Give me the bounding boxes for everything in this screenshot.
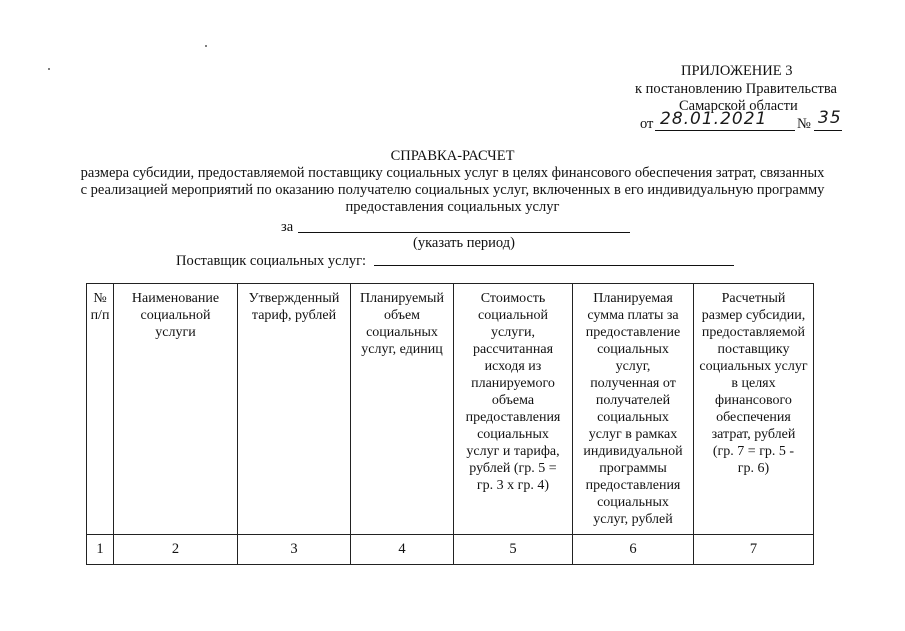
period-label: за: [281, 219, 294, 235]
header-text: социальных: [366, 325, 438, 340]
column-number: 7: [694, 535, 814, 565]
header-text: объема: [491, 393, 535, 408]
date-value: 28.01.2021: [660, 109, 768, 129]
calculation-table: [86, 283, 814, 565]
appendix-title: ПРИЛОЖЕНИЕ 3: [681, 63, 793, 79]
header-text: поставщику: [717, 342, 790, 357]
header-cell-7: [694, 284, 814, 535]
table-header-row: [87, 284, 814, 535]
header-text: полученная от: [590, 376, 676, 391]
header-text: (гр. 7 = гр. 5 -: [712, 444, 795, 459]
header-text: рассчитанная: [472, 342, 554, 357]
header-text: социальных: [597, 410, 669, 425]
header-text: исходя из: [484, 359, 542, 374]
header-cell-4: [351, 284, 454, 535]
header-text: объем: [383, 308, 421, 323]
header-text: Расчетный: [721, 291, 786, 306]
header-text: предоставления: [585, 478, 681, 493]
header-text: предоставление: [585, 325, 681, 340]
header-text: услуг,: [615, 359, 651, 374]
header-text: социальных: [597, 495, 669, 510]
header-text: финансового: [715, 393, 792, 408]
appendix-line-2: Самарской области: [679, 98, 798, 114]
header-text: Планируемый: [360, 291, 444, 306]
column-number: 1: [87, 535, 114, 565]
header-text: Наименование: [131, 291, 220, 306]
header-cell-5: [454, 284, 573, 535]
header-text: тариф, рублей: [251, 308, 337, 323]
heading-line-2: с реализацией мероприятий по оказанию получателю социальных услуг, включенных в его индивидуальную программу: [80, 182, 825, 198]
header-text: №: [93, 291, 107, 306]
column-number: 4: [351, 535, 454, 565]
column-number: 6: [573, 535, 694, 565]
header-text: предоставляемой: [701, 325, 806, 340]
header-text: получателей: [595, 393, 671, 408]
header-cell-6: [573, 284, 694, 535]
scan-speck: [205, 45, 207, 47]
provider-blank-line: [374, 265, 734, 266]
header-text: гр. 3 х гр. 4): [476, 478, 550, 493]
column-number-row: [87, 535, 814, 565]
date-underline: [655, 130, 795, 131]
header-text: сумма платы за: [587, 308, 679, 323]
header-text: услуг и тарифа,: [466, 444, 560, 459]
header-text: социальных: [597, 342, 669, 357]
header-text: рублей (гр. 5 =: [469, 461, 557, 476]
appendix-line-1: к постановлению Правительства: [635, 81, 837, 97]
number-value: 35: [818, 108, 842, 128]
header-text: услуг, единиц: [361, 342, 443, 357]
number-underline: [814, 130, 842, 131]
header-text: Стоимость: [480, 291, 546, 306]
header-text: услуг, рублей: [593, 512, 673, 527]
header-text: затрат, рублей: [711, 427, 796, 442]
header-text: Утвержденный: [248, 291, 340, 306]
header-text: предоставления: [465, 410, 561, 425]
header-text: в целях: [731, 376, 776, 391]
header-text: гр. 6): [737, 461, 770, 476]
header-text: обеспечения: [716, 410, 791, 425]
header-text: социальной: [140, 308, 211, 323]
header-cell-2: [114, 284, 238, 535]
header-cell-1: [87, 284, 114, 535]
scan-speck: [48, 68, 50, 70]
header-text: социальных: [477, 427, 549, 442]
header-text: планируемого: [471, 376, 555, 391]
header-text: п/п: [90, 308, 110, 323]
column-number: 3: [238, 535, 351, 565]
header-text: программы: [599, 461, 667, 476]
heading-line-3: предоставления социальных услуг: [345, 199, 560, 215]
header-text: размер субсидии,: [701, 308, 806, 323]
header-text: услуги: [155, 325, 196, 340]
header-text: социальных услуг: [699, 359, 808, 374]
date-prefix: от: [640, 116, 654, 132]
header-cell-3: [238, 284, 351, 535]
column-number: 2: [114, 535, 238, 565]
number-prefix: №: [797, 116, 811, 132]
header-text: индивидуальной: [583, 444, 683, 459]
period-blank-line: [298, 232, 630, 233]
column-number: 5: [454, 535, 573, 565]
document-title: СПРАВКА-РАСЧЕТ: [390, 148, 515, 164]
header-text: социальной: [478, 308, 548, 323]
provider-label: Поставщик социальных услуг:: [176, 253, 367, 269]
period-caption: (указать период): [413, 235, 515, 251]
header-text: услуг в рамках: [588, 427, 678, 442]
heading-line-1: размера субсидии, предоставляемой поставщику социальных услуг в целях финансового обеспечения затрат, связанных: [80, 165, 825, 181]
header-text: услуги,: [491, 325, 535, 340]
header-text: Планируемая: [593, 291, 673, 306]
